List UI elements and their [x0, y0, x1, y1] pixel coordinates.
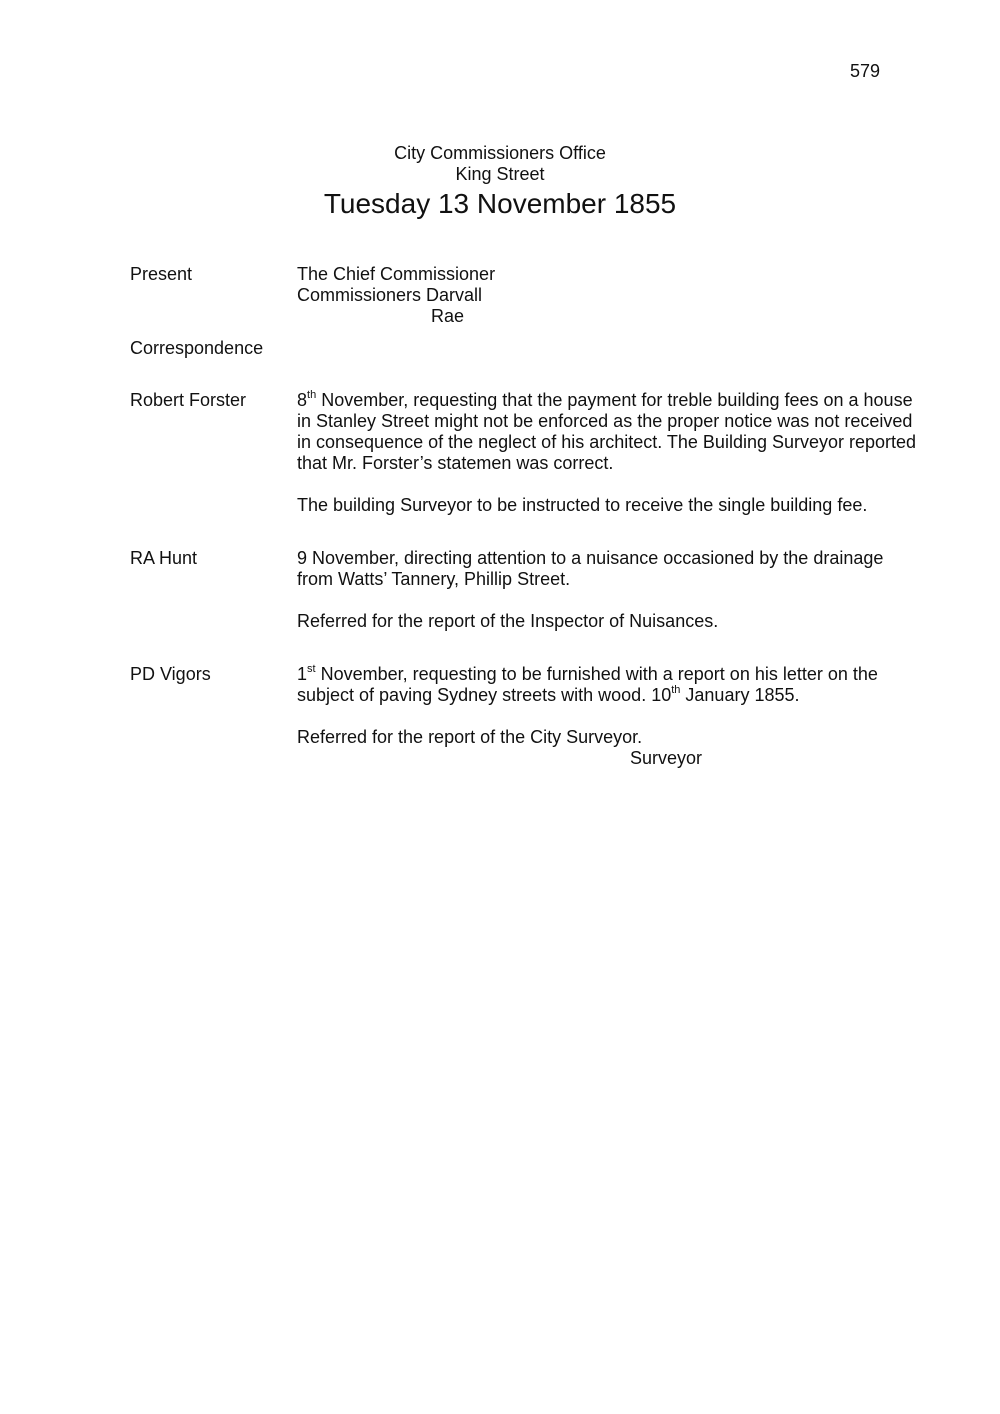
entry-vigors-day: 1	[297, 664, 308, 684]
entry-forster-day-suffix: th	[307, 389, 317, 401]
entry-name-forster: Robert Forster	[130, 390, 247, 410]
entry-vigors-body	[297, 664, 922, 706]
entry-vigors-resolution-extra: Surveyor	[630, 748, 703, 768]
meeting-date: Tuesday 13 November 1855	[323, 188, 677, 219]
office-name: City Commissioners Office	[394, 143, 606, 163]
present-list	[297, 264, 922, 327]
entry-hunt-resolution: Referred for the report of the Inspector of Nuisances.	[297, 611, 719, 631]
entry-hunt-body: 9 November, directing attention to a nuisance occasioned by the drainage from Watts’ Tannery, Phillip Street.	[297, 548, 884, 589]
entry-forster-body	[297, 390, 922, 474]
entry-vigors-text-2: January 1855.	[680, 685, 800, 705]
entry-forster-day: 8	[297, 390, 308, 410]
entry-vigors-text-1: November, requesting to be furnished with a report on his letter on the subject of paving Sydney streets with wood. 10	[297, 664, 878, 705]
page-number: 579	[849, 61, 880, 81]
entry-vigors-resolution: Referred for the report of the City Surveyor.	[297, 727, 643, 747]
entry-name-vigors: PD Vigors	[130, 664, 211, 684]
correspondence-label: Correspondence	[130, 338, 264, 358]
entry-vigors	[297, 664, 922, 769]
entry-name-hunt: RA Hunt	[130, 548, 198, 568]
present-commissioners: Commissioners Darvall	[297, 285, 483, 305]
entry-vigors-date-suffix: th	[671, 684, 681, 696]
entry-forster-resolution: The building Surveyor to be instructed to receive the single building fee.	[297, 495, 868, 515]
street-name: King Street	[455, 164, 545, 184]
entry-vigors-day-suffix: st	[307, 663, 316, 675]
present-label: Present	[130, 264, 193, 284]
document-header	[0, 143, 1000, 221]
entry-forster-text: November, requesting that the payment for treble building fees on a house in Stanley Street might not be enforced as the proper notice was not received in consequence of the neglect of his architect. The Building Surveyor reported that Mr. Forster’s statemen was correct.	[297, 390, 917, 473]
present-chief-commissioner: The Chief Commissioner	[297, 264, 496, 284]
entry-hunt	[297, 548, 922, 632]
entry-forster	[297, 390, 922, 516]
present-rae: Rae	[431, 306, 465, 326]
